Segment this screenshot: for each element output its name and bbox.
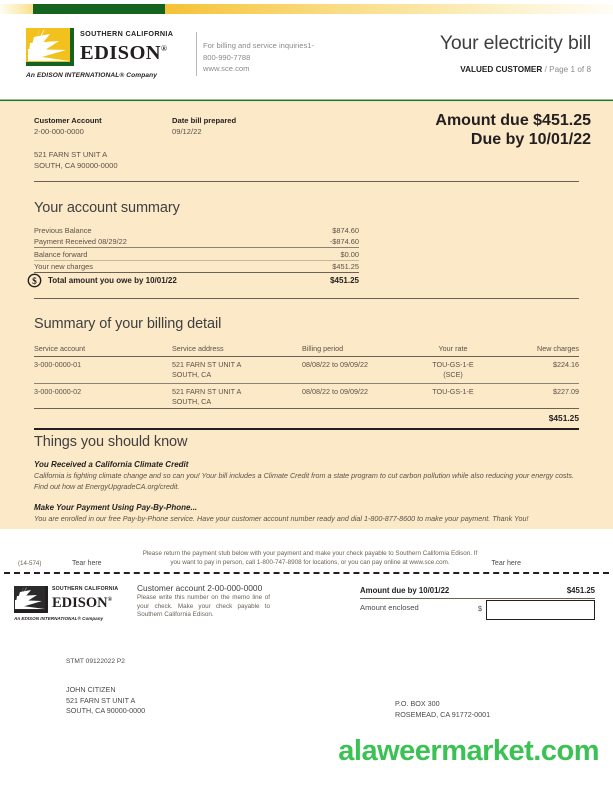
statement-id: STMT 09122022 P2 [66, 658, 125, 665]
total-value: $451.25 [330, 276, 359, 285]
table-row-1-service-address [172, 360, 241, 379]
due-date-headline: Due by 10/01/22 [470, 131, 591, 148]
stub-instructions: Please return the payment stub below with your payment and make your check payable to Southern California Edison. If you want to pay in person, call 1-800-747-8908 for locations, or you can pay online at www.sce.com. [142, 550, 478, 566]
account-summary-title: Your account summary [34, 200, 180, 216]
divider-after-account [34, 181, 579, 182]
page-indicator [460, 65, 591, 74]
stub-sunburst-icon [14, 586, 48, 613]
remit-line-1: P.O. BOX 300 [395, 699, 440, 708]
table-row-1-new-charges: $224.16 [553, 360, 579, 369]
rate-line-2: (SCE) [443, 369, 463, 379]
tear-line [4, 572, 609, 574]
table-total-divider [34, 408, 579, 409]
address-line-1: 521 FARN ST UNIT A [172, 387, 242, 396]
stub-amount-due-value: $451.25 [566, 586, 595, 595]
contact-line-3: www.sce.com [203, 64, 250, 73]
divider-after-summary [34, 298, 579, 299]
contact-line-1: For billing and service inquiries1- [203, 41, 315, 50]
customer-address-line-2: SOUTH, CA 90000-0000 [66, 706, 146, 715]
stub-logo-line-edison: EDISON® [52, 594, 113, 611]
row-label: Your new charges [34, 262, 93, 271]
table-header-divider [34, 356, 579, 357]
stub-amount-due-label: Amount due by 10/01/22 [360, 586, 450, 595]
stub-amount-divider [360, 598, 595, 599]
notice-1-heading: You Received a California Climate Credit [34, 460, 189, 469]
stub-customer-account-heading: Customer account 2-00-000-0000 [137, 583, 263, 593]
stub-amount-enclosed-label: Amount enclosed [360, 603, 419, 612]
customer-name-header: VALUED CUSTOMER [460, 65, 543, 74]
address-line-2: SOUTH, CA [172, 369, 212, 379]
row-label: Balance forward [34, 250, 88, 259]
column-header-service-account: Service account [34, 344, 86, 353]
stub-logo-line-southern-california: SOUTHERN CALIFORNIA [52, 586, 119, 592]
rate-line-1: TOU-GS-1-E [432, 360, 474, 369]
top-green-block [33, 4, 165, 14]
sunburst-icon [26, 28, 74, 66]
customer-name: JOHN CITIZEN [66, 685, 116, 694]
page-title: Your electricity bill [439, 32, 591, 54]
remit-line-2: ROSEMEAD, CA 91772-0001 [395, 709, 491, 719]
stub-currency-symbol: $ [478, 604, 482, 613]
total-label: Total amount you owe by 10/01/22 [48, 276, 177, 285]
address-line-1: 521 FARN ST UNIT A [172, 360, 242, 369]
notice-2-heading: Make Your Payment Using Pay-By-Phone... [34, 503, 198, 512]
notice-2-body: You are enrolled in our free Pay-by-Phone service. Have your customer account number ready and dial 1-800-877-8600 to make your payment. Thank You! [34, 514, 529, 523]
column-header-your-rate: Your rate [438, 344, 468, 353]
remittance-address [395, 699, 490, 720]
divider-after-balance-forward [34, 260, 359, 261]
stub-customer-account-note: Please write this number on the memo line of your check. Make your check payable to Southern California Edison. [137, 594, 270, 619]
sce-logo [26, 28, 191, 80]
table-row-divider [34, 383, 579, 384]
header-contact-info [203, 40, 353, 75]
table-row-1-service-account: 3-000-0000-01 [34, 360, 82, 369]
column-header-new-charges: New charges [537, 344, 579, 353]
customer-address-line-1: 521 FARN ST UNIT A [66, 695, 136, 705]
service-address-line-2: SOUTH, CA 90000-0000 [34, 161, 118, 170]
table-row-1-billing-period: 08/08/22 to 09/09/22 [302, 360, 368, 369]
watermark-text: alaweermarket.com [338, 735, 599, 767]
table-row-1-rate [410, 360, 496, 379]
billing-detail-total: $451.25 [548, 413, 579, 423]
row-value: $874.60 [332, 226, 359, 235]
logo-wordmark [80, 29, 173, 64]
header-green-divider [0, 99, 613, 102]
table-row-2-rate: TOU-GS-1-E [432, 387, 474, 396]
date-prepared-label: Date bill prepared [172, 116, 237, 125]
column-header-service-address: Service address [172, 344, 224, 353]
amount-due-headline: Amount due $451.25 [435, 112, 591, 129]
notice-1-body: California is fighting climate change and so can you! Your bill includes a Climate Credit from a state program to cut carbon pollution while also reducing your energy costs. Find out how at EnergyUpgradeCA.org/credit. [34, 471, 575, 491]
column-header-billing-period: Billing period [302, 344, 344, 353]
table-row-2-billing-period: 08/08/22 to 09/09/22 [302, 387, 368, 396]
stub-logo-tagline: An EDISON INTERNATIONAL® Company [14, 616, 104, 621]
row-value: $0.00 [340, 250, 359, 259]
things-to-know-title: Things you should know [34, 434, 188, 450]
amount-enclosed-input[interactable] [486, 600, 595, 620]
stub-logo-wordmark [52, 586, 118, 611]
service-address-line-1: 521 FARN ST UNIT A [34, 150, 108, 159]
divider-after-payment [34, 247, 359, 248]
table-row-2-new-charges: $227.09 [553, 387, 579, 396]
row-label: Previous Balance [34, 226, 92, 235]
tear-here-left-label: Tear here [72, 560, 102, 567]
divider-before-total [34, 272, 359, 273]
date-prepared-value: 09/12/22 [172, 127, 202, 136]
dollar-circle-icon [27, 273, 42, 288]
address-line-2: SOUTH, CA [172, 396, 212, 406]
form-code: (14-574) [18, 560, 42, 567]
logo-line-southern-california: SOUTHERN CALIFORNIA [80, 29, 174, 38]
logo-tagline: An EDISON INTERNATIONAL® Company [26, 72, 158, 79]
logo-line-edison: EDISON® [80, 41, 168, 64]
customer-account-label: Customer Account [34, 116, 102, 125]
header-vertical-divider [196, 32, 197, 76]
table-row-2-service-address [172, 387, 241, 406]
page-number: / Page 1 of 8 [544, 65, 591, 74]
stub-sce-logo [14, 586, 134, 622]
table-row-2-service-account: 3-000-0000-02 [34, 387, 82, 396]
row-value: $451.25 [332, 262, 359, 271]
tear-here-right-label: Tear here [491, 560, 521, 567]
contact-line-2: 800-990-7788 [203, 52, 251, 62]
row-value: -$874.60 [329, 237, 359, 246]
svg-text:$: $ [32, 276, 37, 287]
customer-account-value: 2-00-000-0000 [34, 127, 84, 136]
customer-mailing-address [66, 685, 145, 717]
row-label: Payment Received 08/29/22 [34, 237, 127, 246]
billing-detail-title: Summary of your billing detail [34, 316, 222, 332]
divider-before-things-to-know [34, 428, 579, 430]
